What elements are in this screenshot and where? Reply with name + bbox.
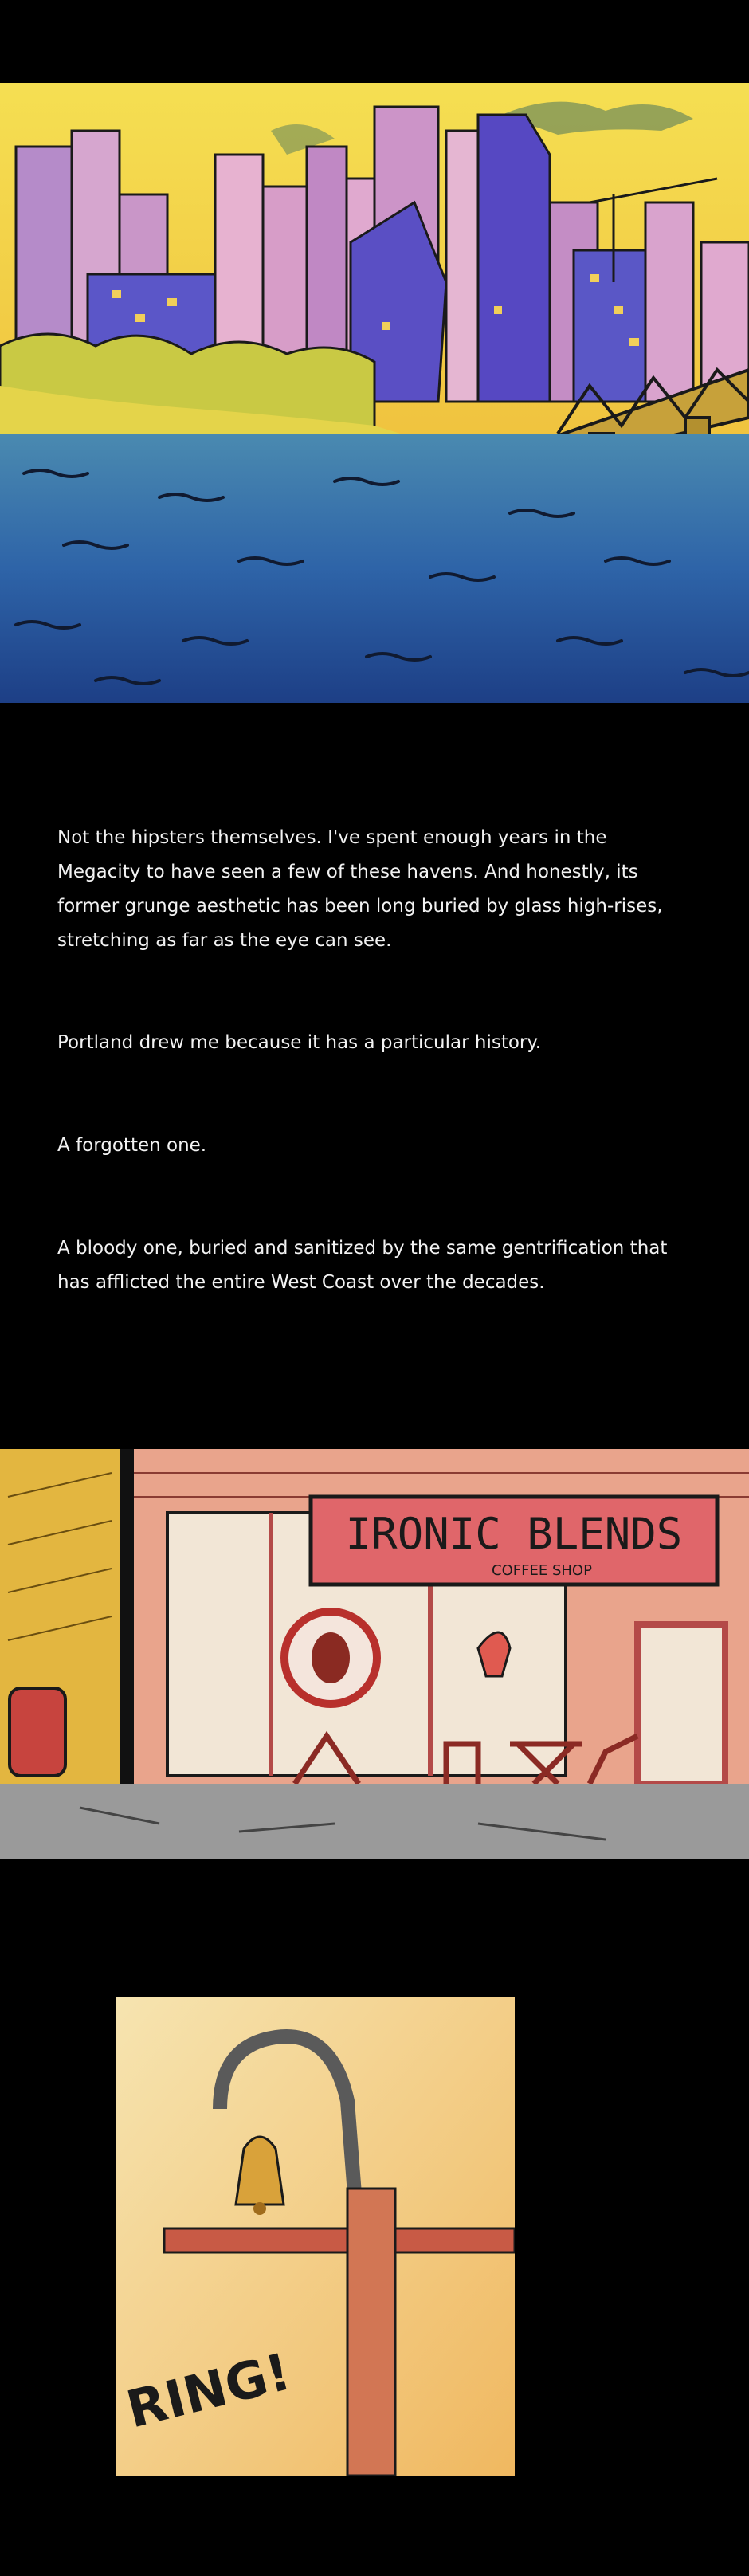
- ring-sound-effect: RING!: [120, 2342, 297, 2441]
- panel-coffee-shop: [0, 1449, 749, 1859]
- caption-forgotten: A forgotten one.: [57, 1135, 207, 1156]
- panel-door-bell: [116, 1997, 515, 2476]
- coffee-shop-illustration: [0, 1449, 749, 1859]
- city-skyline-illustration: [0, 83, 749, 703]
- river-water: [0, 434, 749, 703]
- lamp-post: [120, 1449, 134, 1800]
- shop-sign-subtitle: COFFEE SHOP: [492, 1562, 592, 1579]
- mailbox: [10, 1688, 65, 1776]
- sidewalk: [0, 1784, 749, 1859]
- door-frame: [164, 2228, 515, 2252]
- door-bell-illustration: [116, 1997, 515, 2476]
- shop-sign-name: IRONIC BLENDS: [345, 1509, 683, 1559]
- shop-door: [637, 1624, 725, 1784]
- caption-bloody: A bloody one, buried and sanitized by the same gentrification that has afflicted the entire West Coast over the decades.: [57, 1238, 668, 1293]
- caption-hipsters: Not the hipsters themselves. I've spent enough years in the Megacity to have seen a few of these havens. And honestly, its former grunge aesthetic has been long buried by glass high-rises, stretching as far as the eye can see.: [57, 827, 663, 951]
- panel-city-skyline: [0, 83, 749, 703]
- door-post: [347, 2189, 395, 2476]
- caption-portland-history: Portland drew me because it has a particular history.: [57, 1032, 542, 1053]
